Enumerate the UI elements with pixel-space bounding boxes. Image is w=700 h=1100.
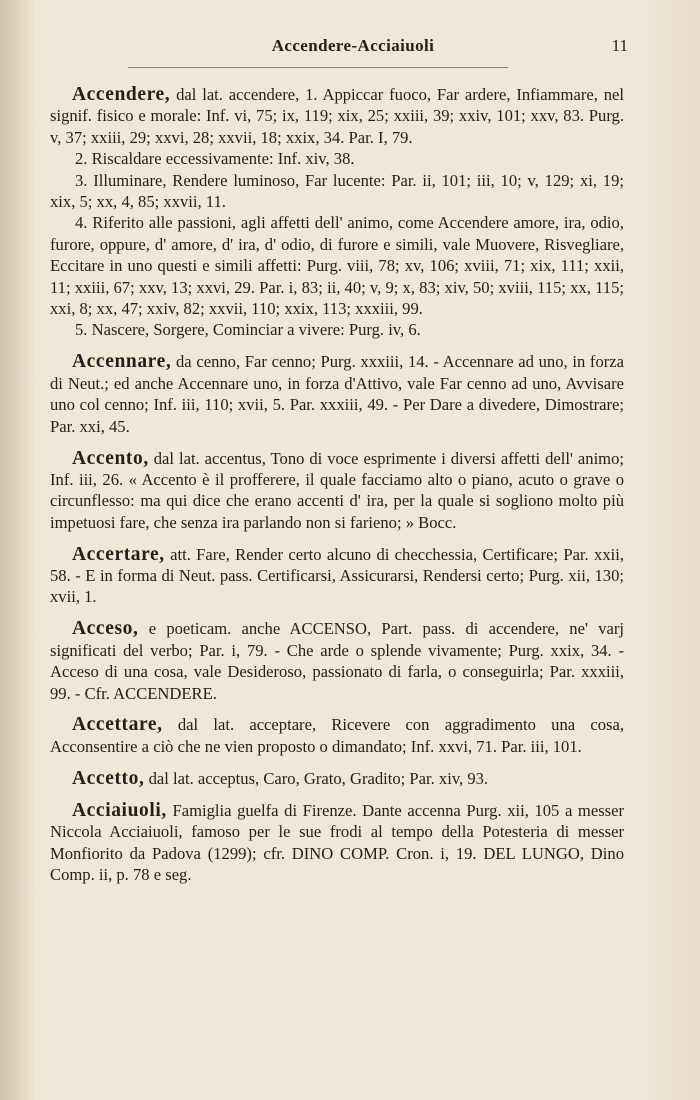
entry-text: att. Fare, Render certo alcuno di checchessia, Certificare; Par. xxii, 58. - E in forma di Neut. pass. Certificarsi, Assicurarsi, Rendersi certo; Purg. xii, 130; xvii, 1. (50, 544, 624, 607)
entry-paragraph (50, 448, 624, 534)
entry-paragraph (50, 618, 624, 704)
entry-acciaiuoli (50, 800, 624, 886)
entry-paragraph (50, 84, 624, 148)
headword: Acceso, (72, 618, 139, 640)
running-head (78, 36, 628, 60)
entry-paragraph: 5. Nascere, Sorgere, Cominciar a vivere: Purg. iv, 6. (75, 320, 421, 340)
entry-paragraph (50, 714, 624, 757)
entry-accetto (50, 768, 624, 789)
entry-paragraph: 4. Riferito alle passioni, agli affetti dell' animo, come Accendere amore, ira, odio, furore, oppure, d' amore, d' ira, d' odio, di furore e simili, vale Muovere, Risvegliare, Eccitare in uno questi e simili affetti: Purg. viii, 78; xv, 106; xviii, 71; xix, 111; xxii, 11; xxiii, 67; xxv, 13; xxvi, 29. Par. i, 83; ii, 40; v, 9; x, 83; xiv, 50; xviii, 115; xx, 115; xxi, 8; xx, 47; xxiv, 82; xxvii, 110; xxix, 113; xxxiii, 99. (50, 213, 624, 319)
headword: Accetto, (72, 767, 145, 789)
headword: Accettare, (72, 714, 163, 736)
entry-text: dal lat. acceptare, Ricevere con aggradimento una cosa, Acconsentire a ciò che ne vien proposto o dimandato; Inf. xxvi, 71. Par. iii, 101. (50, 715, 624, 756)
entry-paragraph (50, 800, 624, 886)
entry-text: Famiglia guelfa di Firenze. Dante accenna Purg. xii, 105 a messer Niccola Acciaiuoli, famoso per le sue frodi al tempo della Potesteria di messer Monfiorito da Padova (1299); cfr. DINO COMP. Cron. i, 19. DEL LUNGO, Dino Comp. ii, p. 78 e seg. (50, 800, 624, 884)
headword: Accertare, (72, 543, 165, 565)
headword: Accennare, (72, 351, 172, 373)
entry-paragraph: 3. Illuminare, Rendere luminoso, Far lucente: Par. ii, 101; iii, 10; v, 129; xi, 19; xix, 5; xx, 4, 85; xxvii, 11. (50, 170, 624, 212)
entry-accettare (50, 714, 624, 757)
entry-paragraph: 2. Riscaldare eccessivamente: Inf. xiv, 38. (75, 149, 355, 169)
entry-paragraph (50, 351, 624, 437)
entry-paragraph (50, 544, 624, 608)
headword: Accendere, (72, 84, 171, 105)
entry-accertare (50, 544, 624, 608)
headword: Acciaiuoli, (72, 799, 167, 821)
entry-accendere (50, 84, 624, 341)
running-title: Accendere-Acciaiuoli (271, 36, 435, 55)
header-rule (128, 67, 508, 68)
entries-column (50, 84, 624, 896)
entry-text: dal lat. accendere, 1. Appiccar fuoco, Far ardere, Infiammare, nel signif. fisico e morale: Inf. vi, 75; ix, 119; xix, 25; xxiii, 39; xxiv, 101; xxv, 83. Purg. v, 37; xxiii, 29; xxvi, 28; xxvii, 18; xxix, 34. Par. I, 79. (50, 85, 624, 147)
entry-text: dal lat. acceptus, Caro, Grato, Gradito; Par. xiv, 93. (144, 768, 489, 788)
entry-acceso (50, 618, 624, 704)
entry-paragraph (50, 768, 624, 789)
entry-text: e poeticam. anche ACCENSO, Part. pass. di accendere, ne' varj significati del verbo; Par. i, 79. - Che arde o splende vivamente; Purg. xxix, 34. - Acceso di una cosa, vale Desideroso, passionato di farla, o conseguirla; Par. xxxiii, 99. - Cfr. ACCENDERE. (50, 619, 624, 703)
entry-accento (50, 448, 624, 534)
entry-text: dal lat. accentus, Tono di voce esprimente i diversi affetti dell' animo; Inf. iii, 26. « Accento è il profferere, il quale facciamo alto o piano, acuto o grave o circunflesso: ma qui dice che erano accenti d' ira, per la quale si sogliono molto più impetuosi fare, che senza ira parlando non si farieno; » Bocc. (50, 448, 624, 532)
headword: Accento, (72, 447, 149, 469)
page-number: 11 (611, 36, 628, 55)
entry-text: da cenno, Far cenno; Purg. xxxiii, 14. - Accennare ad uno, in forza di Neut.; ed anche Accennare uno, in forza d'Attivo, vale Far cenno ad uno, Avvisare uno col cenno; Inf. iii, 110; xvii, 5. Par. xxxiii, 49. - Per Dare a divedere, Dimostrare; Par. xxi, 45. (50, 352, 624, 436)
page-edge-shadow (0, 0, 36, 1100)
entry-accennare (50, 351, 624, 437)
